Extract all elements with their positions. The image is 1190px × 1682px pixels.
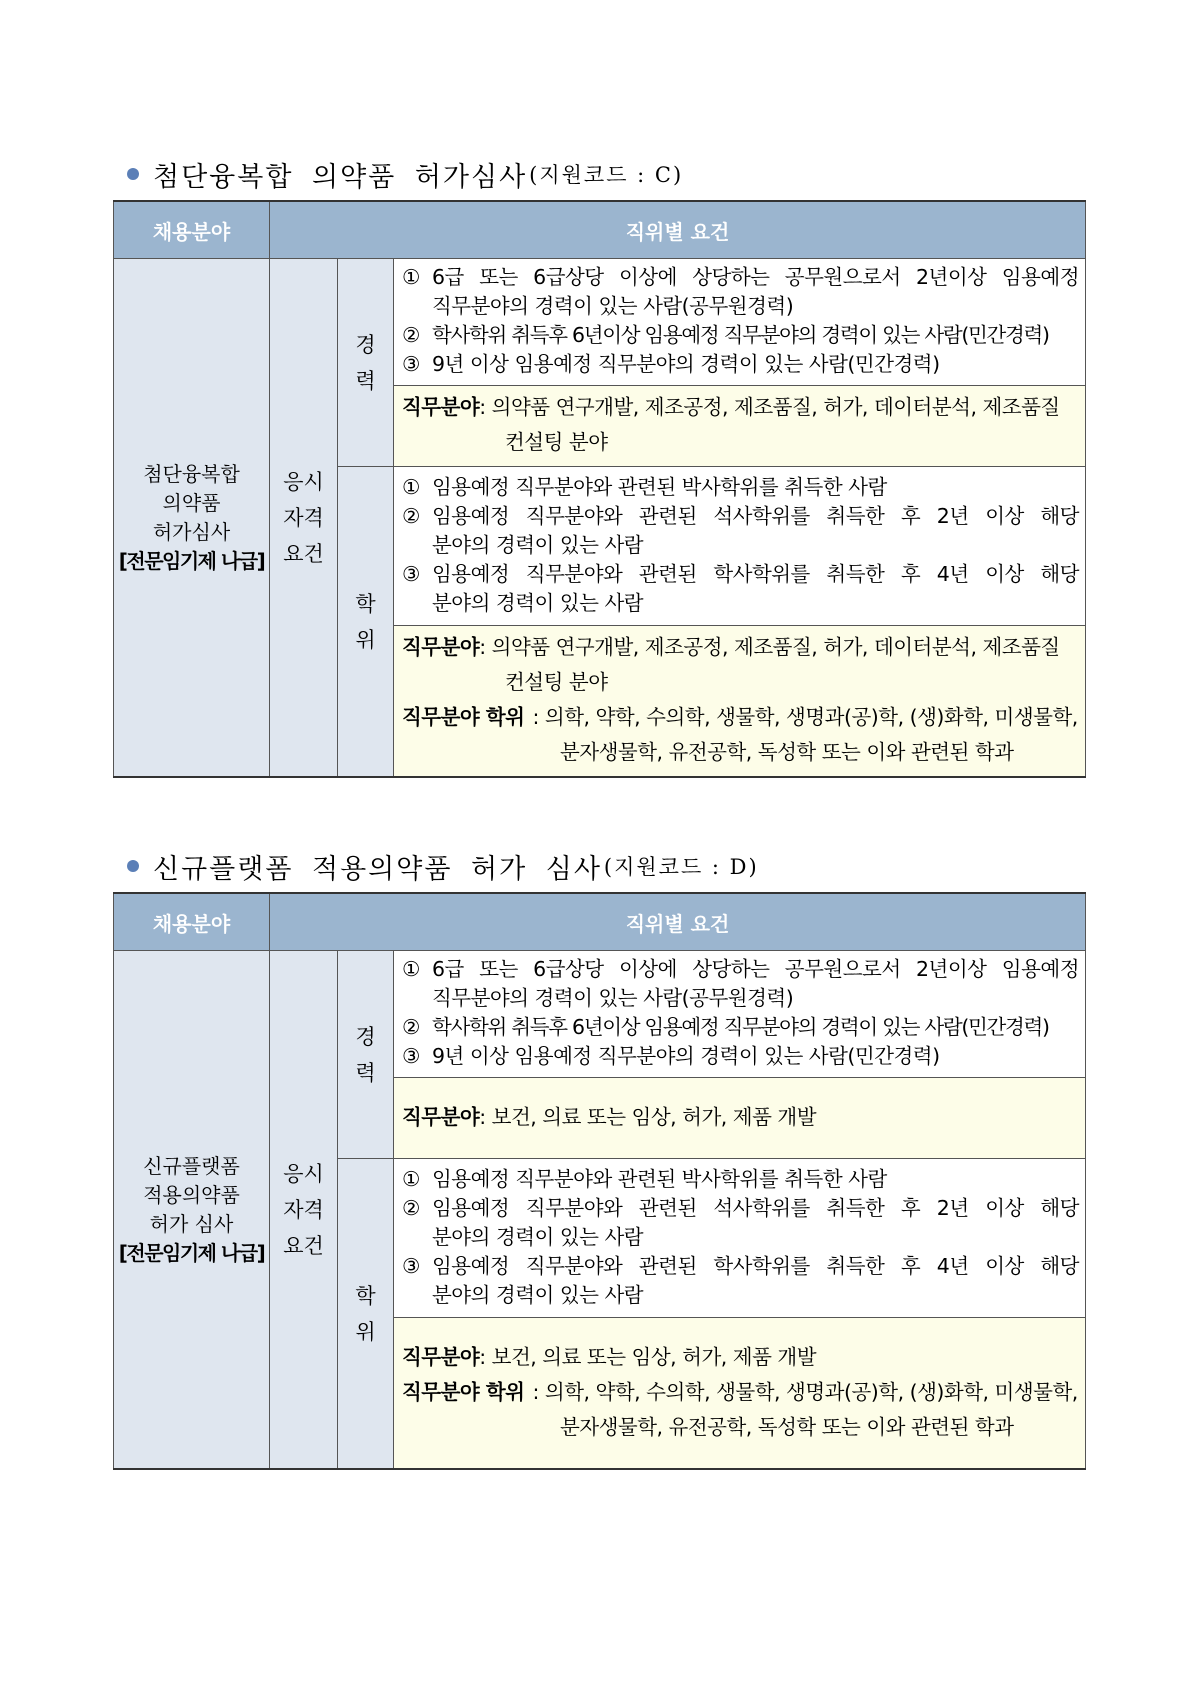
- item-number: ③: [402, 1253, 420, 1278]
- degree-requirements-cell: [394, 1159, 1086, 1318]
- career-fields-cell: [394, 1078, 1086, 1159]
- section-heading: [113, 148, 1085, 200]
- fields-value: : 의약품 연구개발, 제조공정, 제조품질, 허가, 데이터분석, 제조품질: [479, 635, 1060, 659]
- header-field: 채용분야: [114, 893, 270, 951]
- item-text: 6급 또는 6급상당 이상에 상당하는 공무원으로서 2년이상 임용예정: [432, 265, 1079, 289]
- item-number: ①: [402, 265, 420, 289]
- degree-label-line: 학: [355, 591, 376, 616]
- qual-label-line: 요건: [283, 1233, 324, 1258]
- item-text: 6급 또는 6급상당 이상에 상당하는 공무원으로서 2년이상 임용예정: [432, 957, 1079, 981]
- bullet-icon: [127, 168, 139, 180]
- field-line: 허가 심사: [149, 1211, 234, 1236]
- fields-value-cont: 컨설팅 분야: [505, 430, 608, 454]
- item-number: ③: [402, 561, 420, 586]
- item-text-cont: 분야의 경력이 있는 사람: [432, 1282, 644, 1307]
- qual-label-line: 요건: [283, 541, 324, 566]
- qualification-label-cell: [270, 951, 338, 1470]
- requirements-table: [113, 200, 1086, 778]
- field-line: 허가심사: [152, 519, 231, 544]
- item-text: 임용예정 직무분야와 관련된 학사학위를 취득한 후 4년 이상 해당: [432, 1253, 1079, 1278]
- fields-label: 직무분야: [402, 635, 480, 659]
- degree-label-line: 학: [355, 1283, 376, 1308]
- item-number: ②: [402, 323, 420, 347]
- list-item: [402, 560, 1079, 618]
- degree-label-line: 위: [355, 627, 376, 652]
- list-item: [402, 350, 1079, 379]
- qualification-label-cell: [270, 259, 338, 778]
- major-value: : 의학, 약학, 수의학, 생물학, 생명과(공)학, (생)화학, 미생물학,: [532, 1379, 1078, 1404]
- career-label-line: 경: [355, 1024, 376, 1049]
- item-number: ③: [402, 352, 420, 376]
- degree-requirements-cell: [394, 467, 1086, 626]
- major-value-cont: 분자생물학, 유전공학, 독성학 또는 이와 관련된 학과: [560, 1414, 1014, 1439]
- section-new-platform: [113, 840, 1085, 1470]
- section-heading: [113, 840, 1085, 892]
- list-item: [402, 955, 1079, 1013]
- item-number: ①: [402, 957, 420, 981]
- item-number: ③: [402, 1044, 420, 1068]
- item-text-cont: 분야의 경력이 있는 사람: [432, 1224, 644, 1249]
- section-title: 신규플랫폼 적용의약품 허가 심사: [153, 853, 602, 885]
- field-line: 의약품: [162, 490, 221, 515]
- degree-label-cell: [338, 467, 394, 778]
- field-line: 적용의약품: [143, 1182, 240, 1207]
- degree-label-line: 위: [355, 1319, 376, 1344]
- recruit-field-cell: [114, 951, 270, 1470]
- section-code: (지원코드 : C): [529, 163, 684, 187]
- item-text-cont: 직무분야의 경력이 있는 사람(공무원경력): [432, 294, 794, 318]
- item-text-cont: 직무분야의 경력이 있는 사람(공무원경력): [432, 986, 794, 1010]
- requirements-table: [113, 892, 1086, 1470]
- field-grade: [전문임기제 나급]: [118, 1240, 265, 1265]
- career-requirements-cell: [394, 951, 1086, 1078]
- item-number: ①: [402, 1166, 420, 1191]
- fields-value: : 의약품 연구개발, 제조공정, 제조품질, 허가, 데이터분석, 제조품질: [479, 395, 1060, 419]
- career-requirements-cell: [394, 259, 1086, 386]
- major-label: 직무분야 학위: [402, 705, 525, 729]
- item-text-cont: 분야의 경력이 있는 사람: [432, 532, 644, 557]
- career-label-cell: [338, 259, 394, 467]
- bullet-icon: [127, 860, 139, 872]
- list-item: [402, 473, 1079, 502]
- fields-label: 직무분야: [402, 395, 480, 419]
- item-text: 임용예정 직무분야와 관련된 학사학위를 취득한 후 4년 이상 해당: [432, 561, 1079, 586]
- field-grade: [전문임기제 나급]: [118, 548, 265, 573]
- degree-fields-cell: [394, 1318, 1086, 1470]
- table-header-row: [114, 201, 1086, 259]
- item-number: ②: [402, 1195, 420, 1220]
- header-field: 채용분야: [114, 201, 270, 259]
- item-number: ①: [402, 474, 420, 499]
- fields-value: : 보건, 의료 또는 임상, 허가, 제품 개발: [479, 1344, 817, 1369]
- qual-label-line: 자격: [283, 1197, 324, 1222]
- table-header-row: [114, 893, 1086, 951]
- list-item: [402, 1013, 1079, 1042]
- item-text: 9년 이상 임용예정 직무분야의 경력이 있는 사람(민간경력): [432, 1044, 940, 1068]
- fields-value-cont: 컨설팅 분야: [505, 670, 608, 694]
- field-line: 첨단융복합: [143, 461, 240, 486]
- section-title: 첨단융복합 의약품 허가심사: [153, 161, 528, 193]
- fields-label: 직무분야: [402, 1104, 480, 1129]
- qual-label-line: 응시: [283, 1161, 324, 1186]
- item-text: 학사학위 취득후 6년이상 임용예정 직무분야의 경력이 있는 사람(민간경력): [432, 323, 1049, 347]
- major-value: : 의학, 약학, 수의학, 생물학, 생명과(공)학, (생)화학, 미생물학,: [532, 705, 1078, 729]
- list-item: [402, 1165, 1079, 1194]
- qual-label-line: 자격: [283, 505, 324, 530]
- section-code: (지원코드 : D): [603, 855, 759, 879]
- list-item: [402, 502, 1079, 560]
- qual-label-line: 응시: [283, 469, 324, 494]
- career-label-line: 력: [355, 368, 376, 393]
- item-text: 임용예정 직무분야와 관련된 박사학위를 취득한 사람: [432, 474, 887, 499]
- major-value-cont: 분자생물학, 유전공학, 독성학 또는 이와 관련된 학과: [560, 740, 1014, 764]
- career-label-line: 경: [355, 332, 376, 357]
- list-item: [402, 1252, 1079, 1310]
- degree-fields-cell: [394, 626, 1086, 778]
- fields-label: 직무분야: [402, 1344, 480, 1369]
- degree-label-cell: [338, 1159, 394, 1470]
- career-label-line: 력: [355, 1060, 376, 1085]
- list-item: [402, 263, 1079, 321]
- item-text: 임용예정 직무분야와 관련된 석사학위를 취득한 후 2년 이상 해당: [432, 503, 1079, 528]
- item-text-cont: 분야의 경력이 있는 사람: [432, 590, 644, 615]
- item-text: 9년 이상 임용예정 직무분야의 경력이 있는 사람(민간경력): [432, 352, 940, 376]
- career-label-cell: [338, 951, 394, 1159]
- item-number: ②: [402, 503, 420, 528]
- header-requirements: 직위별 요건: [270, 201, 1086, 259]
- recruit-field-cell: [114, 259, 270, 778]
- list-item: [402, 1194, 1079, 1252]
- item-text: 임용예정 직무분야와 관련된 박사학위를 취득한 사람: [432, 1166, 887, 1191]
- career-fields-cell: [394, 386, 1086, 467]
- item-text: 학사학위 취득후 6년이상 임용예정 직무분야의 경력이 있는 사람(민간경력): [432, 1015, 1049, 1039]
- list-item: [402, 1042, 1079, 1071]
- item-number: ②: [402, 1015, 420, 1039]
- major-label: 직무분야 학위: [402, 1379, 525, 1404]
- field-line: 신규플랫폼: [143, 1153, 240, 1178]
- header-requirements: 직위별 요건: [270, 893, 1086, 951]
- item-text: 임용예정 직무분야와 관련된 석사학위를 취득한 후 2년 이상 해당: [432, 1195, 1079, 1220]
- list-item: [402, 321, 1079, 350]
- section-advanced-convergence: [113, 148, 1085, 778]
- fields-value: : 보건, 의료 또는 임상, 허가, 제품 개발: [479, 1104, 817, 1129]
